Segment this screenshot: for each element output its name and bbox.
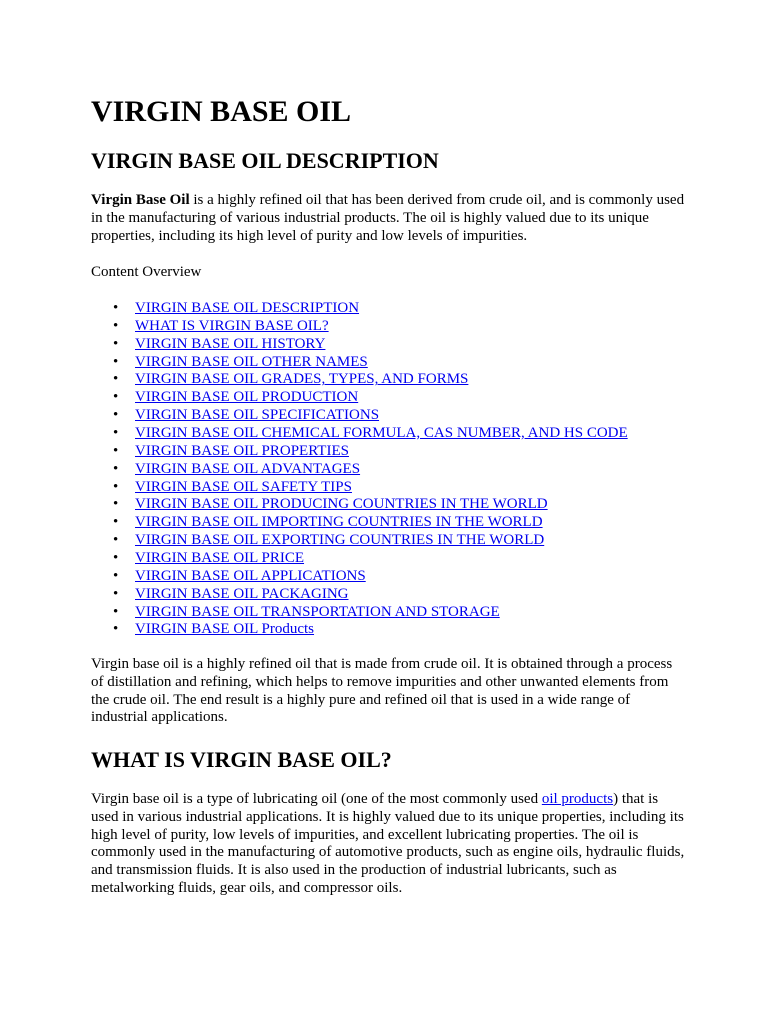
intro-bold-term: Virgin Base Oil <box>91 192 190 208</box>
intro-paragraph <box>91 192 688 245</box>
content-overview-label: Content Overview <box>91 264 202 280</box>
toc-list-item <box>113 460 628 479</box>
toc-list-item <box>113 353 628 372</box>
toc-link[interactable]: VIRGIN BASE OIL PRODUCTION <box>135 389 359 406</box>
toc-link[interactable]: VIRGIN BASE OIL Products <box>135 621 315 638</box>
toc-list-item <box>113 425 628 443</box>
toc-link[interactable]: VIRGIN BASE OIL PROPERTIES <box>135 442 349 459</box>
toc-link[interactable]: VIRGIN BASE OIL PRICE <box>135 550 305 567</box>
toc-list-item <box>113 532 628 550</box>
bullet-icon: • <box>113 567 119 584</box>
toc-link[interactable]: VIRGIN BASE OIL EXPORTING COUNTRIES IN THE WORLD <box>135 532 545 549</box>
bullet-icon: • <box>113 496 119 513</box>
toc-link[interactable]: VIRGIN BASE OIL APPLICATIONS <box>135 567 366 584</box>
toc-list-item <box>113 442 628 461</box>
intro-text: is a highly refined oil that has been derived from crude oil, and is commonly used in the manufacturing of various industrial products. The oil is highly valued due to its unique properties, including its high level of purity and low levels of impurities. <box>91 192 685 244</box>
toc-link[interactable]: VIRGIN BASE OIL HISTORY <box>135 335 326 352</box>
bullet-icon: • <box>113 550 119 567</box>
bullet-icon: • <box>113 442 119 459</box>
bullet-icon: • <box>113 514 119 531</box>
toc-list-item <box>113 496 628 514</box>
toc-list-item <box>113 389 628 407</box>
toc-list-item <box>113 621 628 639</box>
toc-link[interactable]: VIRGIN BASE OIL SPECIFICATIONS <box>135 407 380 424</box>
toc-list-item <box>113 514 628 532</box>
toc-link[interactable]: VIRGIN BASE OIL PRODUCING COUNTRIES IN THE WORLD <box>135 496 548 513</box>
toc-link[interactable]: VIRGIN BASE OIL DESCRIPTION <box>135 300 360 316</box>
toc-link[interactable]: VIRGIN BASE OIL TRANSPORTATION AND STORAGE <box>135 603 500 620</box>
bullet-icon: • <box>113 460 119 477</box>
toc-link[interactable]: VIRGIN BASE OIL OTHER NAMES <box>135 353 368 370</box>
body-paragraph-overview: Virgin base oil is a highly refined oil that is made from crude oil. It is obtained through a process of distillation and refining, which helps to remove impurities and other unwanted elements from the crude oil. The end result is a highly pure and refined oil that is used in a wide range of industrial applications. <box>91 656 673 726</box>
toc-link[interactable]: VIRGIN BASE OIL PACKAGING <box>135 585 349 602</box>
toc-list-item <box>113 585 628 604</box>
bullet-icon: • <box>113 371 119 388</box>
bullet-icon: • <box>113 317 119 334</box>
toc-list-item <box>113 407 628 425</box>
toc-list-item <box>113 478 628 497</box>
body-paragraph-what-is <box>91 791 688 898</box>
bullet-icon: • <box>113 425 119 442</box>
para3-text-before-link: Virgin base oil is a type of lubricating oil (one of the most commonly used <box>91 791 542 807</box>
toc-list-item <box>113 567 628 586</box>
bullet-icon: • <box>113 585 119 602</box>
page-title: VIRGIN BASE OIL <box>91 95 352 128</box>
toc-list-item <box>113 317 628 336</box>
bullet-icon: • <box>113 335 119 352</box>
toc-list-item <box>113 550 628 568</box>
toc-list-item <box>113 603 628 622</box>
bullet-icon: • <box>113 621 119 638</box>
toc-list-item <box>113 335 628 354</box>
toc-link[interactable]: VIRGIN BASE OIL IMPORTING COUNTRIES IN THE WORLD <box>135 514 543 531</box>
toc-link[interactable]: VIRGIN BASE OIL ADVANTAGES <box>135 460 361 477</box>
section-heading-what-is: WHAT IS VIRGIN BASE OIL? <box>91 747 392 772</box>
bullet-icon: • <box>113 478 119 495</box>
bullet-icon: • <box>113 300 119 316</box>
table-of-contents <box>91 300 628 639</box>
para3-text-after-link: ) that is used in various industrial applications. It is highly valued due to its unique properties, including its high level of purity, low levels of impurities, and excellent lubricating properties. The oil is commonly used in the manufacturing of automotive products, such as engine oils, hydraulic fluids, and transmission fluids. It is also used in the production of industrial lubricants, such as metalworking fluids, gear oils, and compressor oils. <box>91 791 685 896</box>
toc-link[interactable]: WHAT IS VIRGIN BASE OIL? <box>135 317 329 334</box>
bullet-icon: • <box>113 603 119 620</box>
bullet-icon: • <box>113 389 119 406</box>
bullet-icon: • <box>113 353 119 370</box>
toc-list-item <box>113 371 628 389</box>
toc-link[interactable]: VIRGIN BASE OIL SAFETY TIPS <box>135 478 352 495</box>
bullet-icon: • <box>113 407 119 424</box>
section-heading-description: VIRGIN BASE OIL DESCRIPTION <box>91 148 439 173</box>
toc-list-item <box>113 300 628 318</box>
bullet-icon: • <box>113 532 119 549</box>
toc-link[interactable]: VIRGIN BASE OIL GRADES, TYPES, AND FORMS <box>135 371 469 388</box>
oil-products-link[interactable]: oil products <box>541 791 614 807</box>
toc-link[interactable]: VIRGIN BASE OIL CHEMICAL FORMULA, CAS NUMBER, AND HS CODE <box>135 425 628 442</box>
